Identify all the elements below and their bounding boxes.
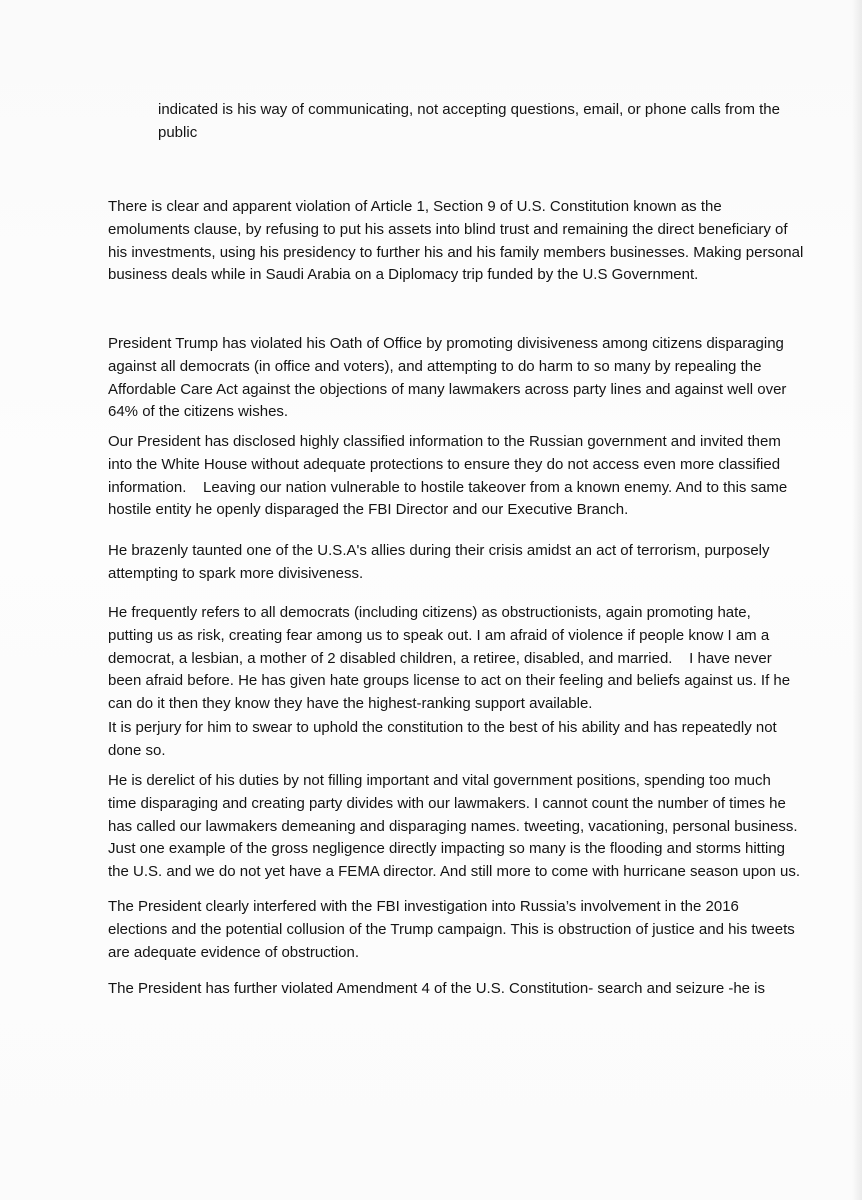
paragraph-obstructionists [108, 602, 790, 716]
text-line: 64% of the citizens wishes. [108, 403, 289, 421]
text-line: President Trump has violated his Oath of Office by promoting divisiveness among citizens disparaging [108, 335, 784, 352]
text-line: putting us as risk, creating fear among us to speak out. I am afraid of violence if people know I am a [108, 626, 770, 644]
text-line: Affordable Care Act against the objections of many lawmakers across party lines and against well over [108, 380, 787, 398]
paragraph-oath-of-office [108, 333, 786, 424]
paragraph-classified-info [108, 431, 787, 522]
text-line: can do it then they know they have the highest-ranking support available. [108, 695, 593, 713]
paragraph-fbi-investigation [108, 896, 795, 964]
text-line: Our President has disclosed highly classified information to the Russian government and invited them [108, 433, 781, 450]
text-line: against all democrats (in office and voters), and attempting to do harm to so many by repealing the [108, 357, 762, 375]
text-line: the U.S. and we do not yet have a FEMA director. And still more to come with hurricane season upon us. [108, 863, 801, 881]
text-line: He brazenly taunted one of the U.S.A's allies during their crisis amidst an act of terrorism, purposely [108, 542, 770, 559]
paragraph-derelict-duties [108, 770, 800, 884]
text-line: business deals while in Saudi Arabia on a Diplomacy trip funded by the U.S Government. [108, 266, 699, 284]
text-line: information. Leaving our nation vulnerable to hostile takeover from a known enemy. And to this same [108, 478, 788, 496]
text-line: He is derelict of his duties by not filling important and vital government positions, spending too much [108, 772, 771, 789]
paragraph-emoluments [108, 196, 803, 287]
text-line: There is clear and apparent violation of Article 1, Section 9 of U.S. Constitution known as the [108, 198, 722, 215]
paragraph-perjury [108, 717, 777, 763]
paragraph-allies [108, 540, 770, 586]
paragraph-amendment-4 [108, 978, 765, 1001]
text-line: are adequate evidence of obstruction. [108, 943, 360, 961]
text-line: emoluments clause, by refusing to put his assets into blind trust and remaining the direct beneficiary of [108, 220, 788, 238]
text-line: He frequently refers to all democrats (including citizens) as obstructionists, again promoting hate, [108, 604, 751, 621]
text-line: time disparaging and creating party divides with our lawmakers. I cannot count the number of times he [108, 794, 786, 812]
text-line: hostile entity he openly disparaged the FBI Director and our Executive Branch. [108, 501, 629, 519]
text-line: into the White House without adequate protections to ensure they do not access even more classified [108, 455, 781, 473]
scan-edge-shadow [852, 0, 862, 1200]
text-line: attempting to spark more divisiveness. [108, 564, 364, 582]
text-line: his investments, using his presidency to further his and his family members businesses. Making personal [108, 243, 804, 261]
text-line: been afraid before. He has given hate groups license to act on their feeling and beliefs against us. If he [108, 672, 791, 690]
text-line: Just one example of the gross negligence directly impacting so many is the flooding and storms hitting [108, 840, 786, 858]
text-line: public [158, 123, 198, 141]
text-line: elections and the potential collusion of the Trump campaign. This is obstruction of justice and his tweets [108, 920, 795, 938]
text-line: The President has further violated Amendment 4 of the U.S. Constitution- search and seizure -he is [108, 980, 766, 997]
text-line: has called our lawmakers demeaning and disparaging names. tweeting, vacationing, personal business. [108, 817, 798, 835]
text-line: democrat, a lesbian, a mother of 2 disabled children, a retiree, disabled, and married. I have never [108, 649, 772, 667]
text-line: The President clearly interfered with the FBI investigation into Russia’s involvement in the 2016 [108, 898, 739, 915]
text-line: It is perjury for him to swear to uphold the constitution to the best of his ability and has repeatedly not [108, 719, 777, 736]
text-line: done so. [108, 741, 166, 759]
paragraph-communication [158, 99, 780, 145]
text-line: indicated is his way of communicating, not accepting questions, email, or phone calls from the [158, 101, 780, 118]
